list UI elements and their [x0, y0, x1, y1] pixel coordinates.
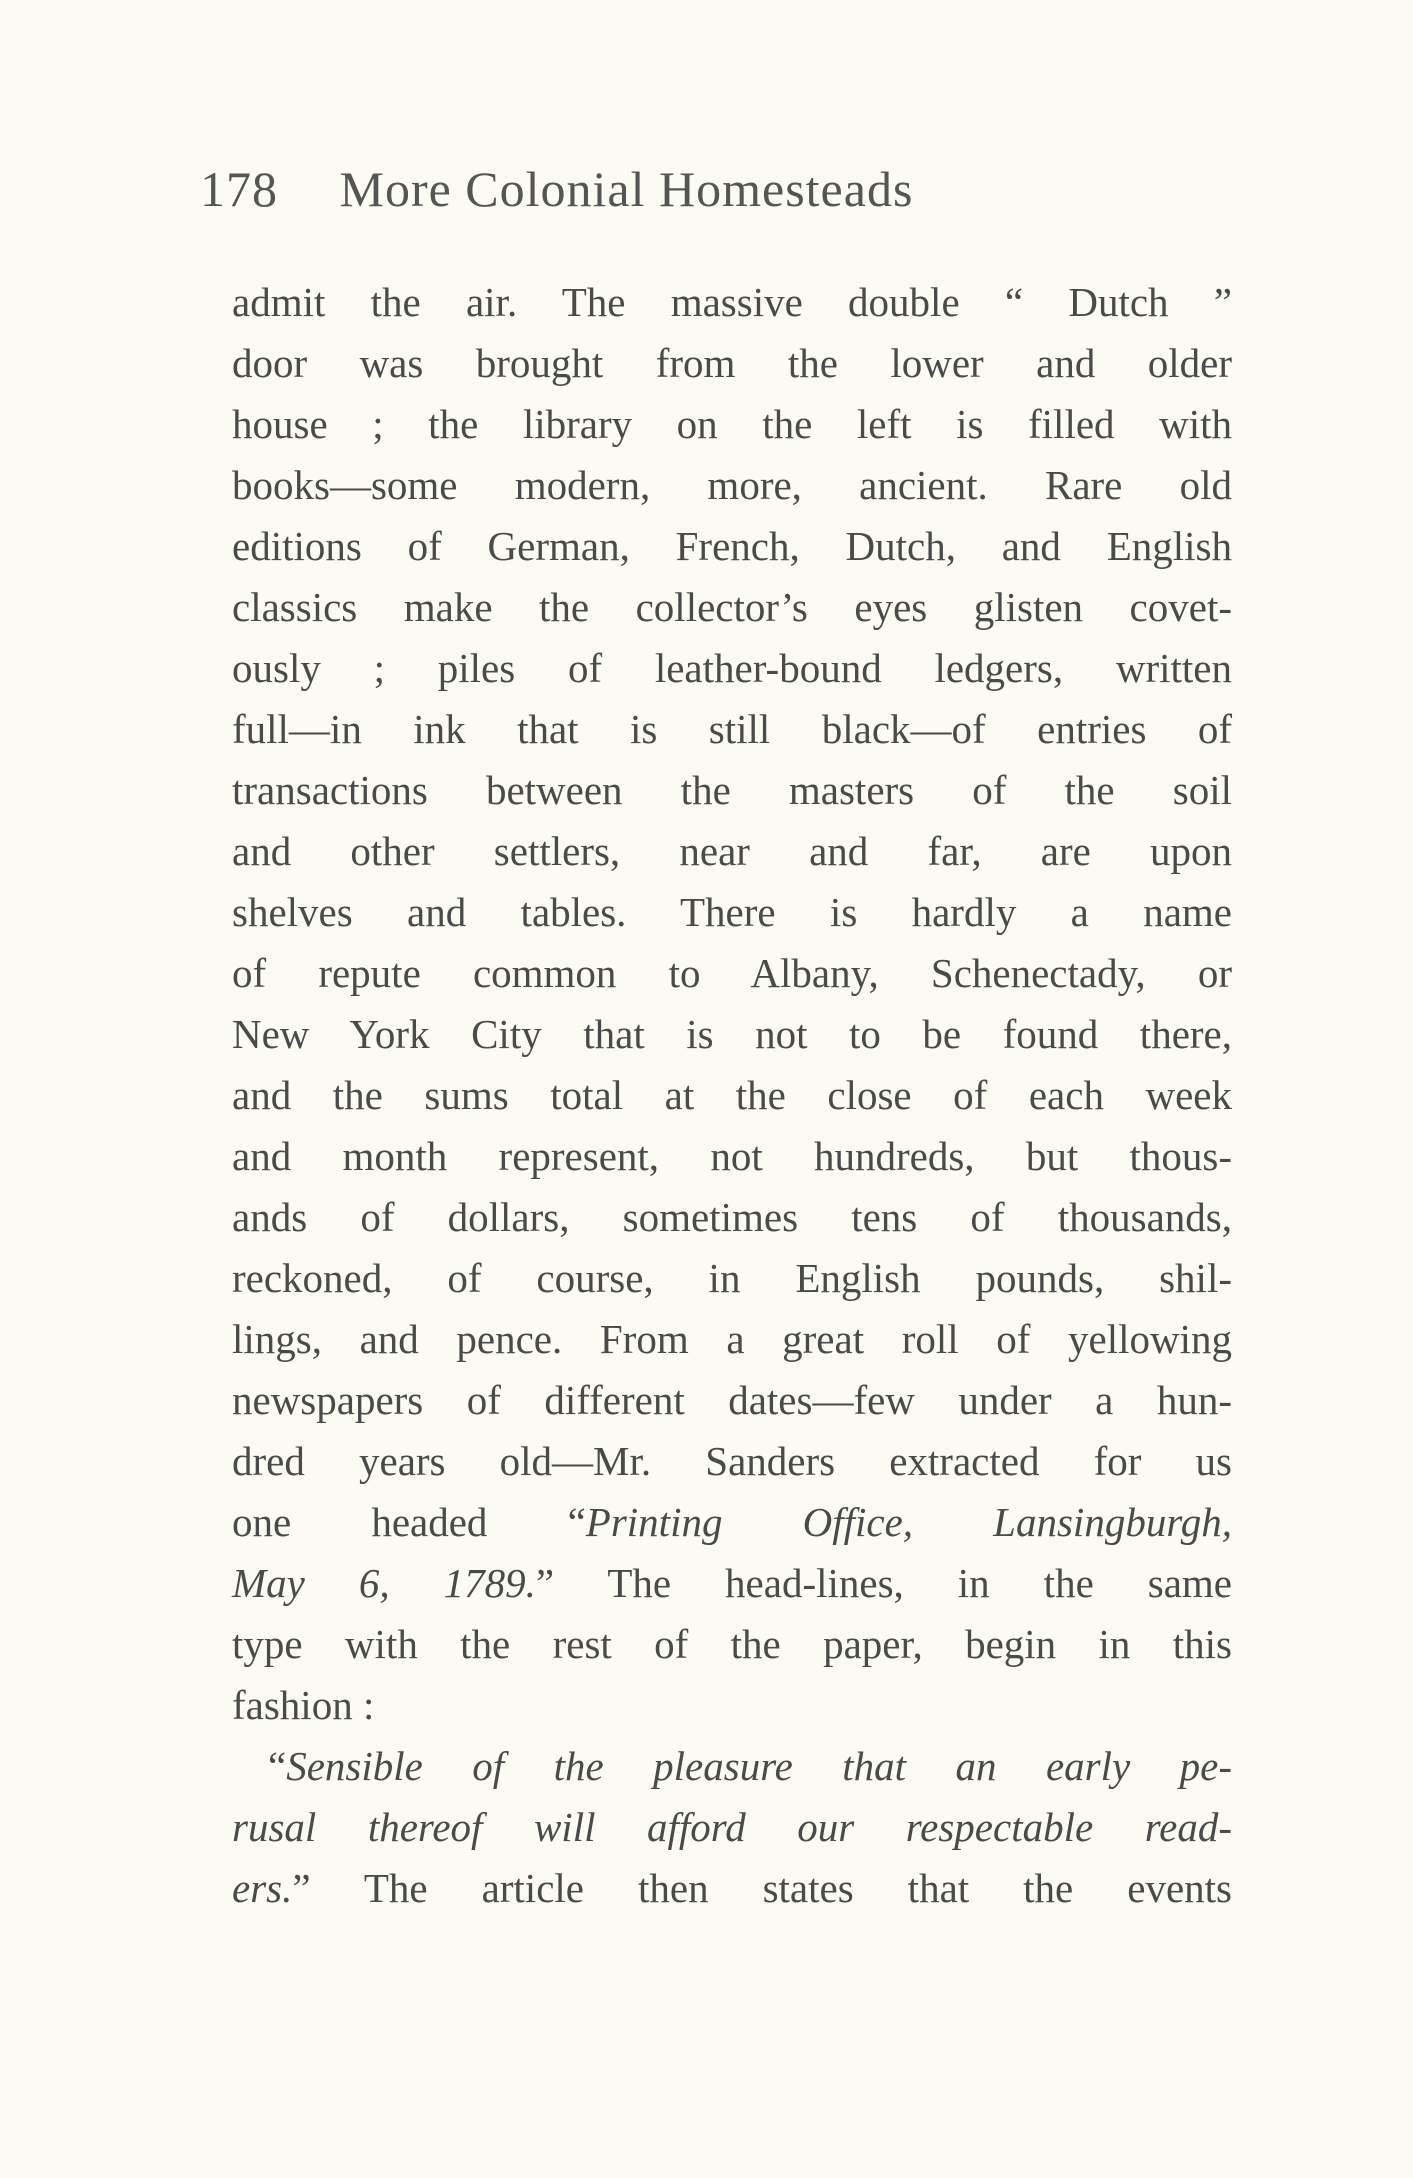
text-line: books—some modern, more, ancient. Rare old: [232, 462, 1232, 508]
text-line: [232, 1858, 1232, 1919]
text-line: door was brought from the lower and older: [232, 340, 1232, 386]
text-line: lings, and pence. From a great roll of yellowing: [232, 1316, 1232, 1362]
text-line: full—in ink that is still black—of entries of: [232, 706, 1232, 752]
page-number: 178: [200, 161, 278, 217]
running-title: More Colonial Homesteads: [339, 161, 914, 217]
text-line: and the sums total at the close of each week: [232, 1072, 1232, 1118]
text-line: reckoned, of course, in English pounds, shil-: [232, 1255, 1232, 1301]
text-run: ” The article then states that the events: [292, 1865, 1232, 1911]
italic-text-run: May 6, 1789.: [232, 1560, 536, 1606]
text-line: classics make the collector’s eyes glisten covet-: [232, 584, 1232, 630]
text-line: shelves and tables. There is hardly a name: [232, 889, 1232, 935]
text-line: [232, 1553, 1232, 1614]
text-line: and other settlers, near and far, are upon: [232, 828, 1232, 874]
text-line: dred years old—Mr. Sanders extracted for us: [232, 1438, 1232, 1484]
text-line: and month represent, not hundreds, but thous-: [232, 1133, 1232, 1179]
text-line: ously ; piles of leather-bound ledgers, written: [232, 645, 1232, 691]
text-line: transactions between the masters of the soil: [232, 767, 1232, 813]
text-line: newspapers of different dates—few under a hun-: [232, 1377, 1232, 1423]
text-run: ” The head-lines, in the same: [535, 1560, 1233, 1606]
text-line: fashion :: [232, 1682, 375, 1728]
text-line: ands of dollars, sometimes tens of thousands,: [232, 1194, 1232, 1240]
text-line: New York City that is not to be found there,: [232, 1011, 1232, 1057]
italic-text-run: ers.: [232, 1865, 293, 1911]
text-line: of repute common to Albany, Schenectady, or: [232, 950, 1232, 996]
text-line: admit the air. The massive double “ Dutch ”: [232, 279, 1232, 325]
page-header: [200, 160, 913, 218]
text-line: house ; the library on the left is filled with: [232, 401, 1232, 447]
text-line: [232, 1797, 1232, 1858]
text-line: type with the rest of the paper, begin in this: [232, 1621, 1232, 1667]
text-run: “: [268, 1743, 287, 1789]
italic-text-run: Printing Office, Lansingburgh,: [585, 1499, 1232, 1545]
text-line: [232, 1736, 1232, 1797]
italic-text-run: rusal thereof will afford our respectable read-: [232, 1804, 1232, 1850]
body-text: [232, 272, 1232, 1919]
italic-text-run: Sensible of the pleasure that an early pe-: [286, 1743, 1232, 1789]
text-line: editions of German, French, Dutch, and English: [232, 523, 1232, 569]
text-line: [232, 1492, 1232, 1553]
text-run: one headed “: [232, 1499, 586, 1545]
